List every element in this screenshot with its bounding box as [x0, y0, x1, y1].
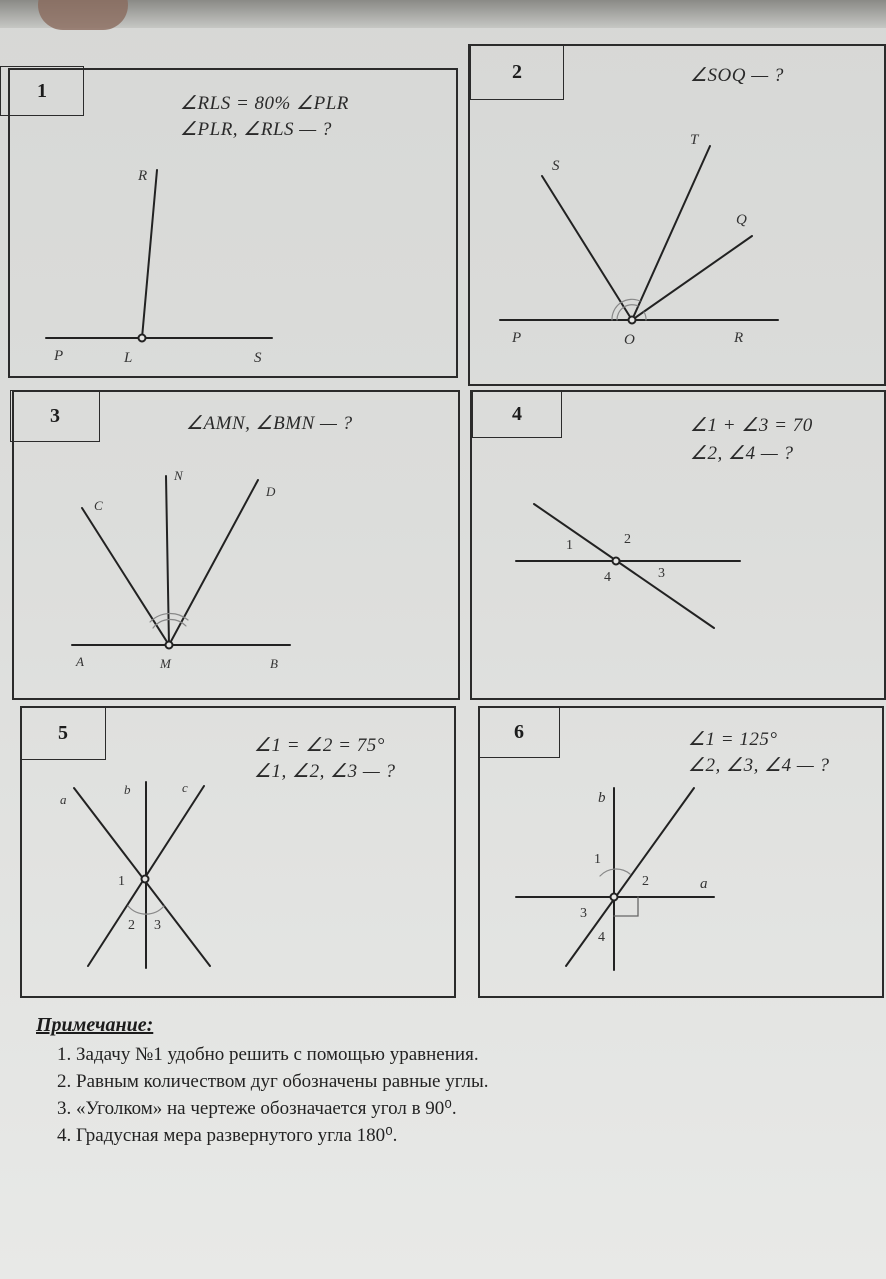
p4-angle-3: 3 — [658, 566, 665, 581]
problem-2-number: 2 — [470, 44, 564, 100]
problem-5-number: 5 — [20, 706, 106, 760]
p5-line-b: b — [124, 782, 131, 797]
p6-angle-2: 2 — [642, 874, 649, 889]
problem-5-figure — [74, 782, 210, 968]
p5-angle-1: 1 — [118, 874, 125, 889]
problem-1-condition-1: ∠RLS = 80% ∠PLR — [180, 93, 349, 114]
p2-label-q: Q — [736, 212, 747, 228]
p2-label-t: T — [690, 132, 699, 148]
problem-4-condition-2: ∠2, ∠4 — ? — [690, 443, 794, 464]
p6-angle-3: 3 — [580, 906, 587, 921]
p1-label-s: S — [254, 350, 262, 366]
problem-4-number: 4 — [472, 390, 562, 438]
p3-label-c: C — [94, 498, 103, 513]
p3-label-a: A — [76, 654, 84, 669]
p3-label-m: M — [160, 656, 171, 671]
p3-label-d: D — [266, 484, 276, 499]
problem-4-condition-1: ∠1 + ∠3 = 70 — [690, 415, 813, 436]
p5-line-a: a — [60, 792, 67, 807]
note-item: 3. «Уголком» на чертеже обозначается угол в 90⁰. — [76, 1095, 836, 1122]
problem-3-condition-1: ∠AMN, ∠BMN — ? — [186, 413, 353, 434]
p6-angle-1: 1 — [594, 852, 601, 867]
p6-line-a: a — [700, 876, 708, 892]
p4-angle-2: 2 — [624, 532, 631, 547]
note-section — [36, 1014, 836, 1149]
p4-angle-1: 1 — [566, 538, 573, 553]
note-list — [36, 1041, 836, 1149]
problem-1-condition-2: ∠PLR, ∠RLS — ? — [180, 119, 332, 140]
p6-line-b: b — [598, 790, 606, 806]
p1-label-l: L — [124, 350, 133, 366]
p1-label-r: R — [138, 168, 148, 184]
p2-label-p: P — [512, 330, 522, 346]
problem-4-figure — [516, 504, 740, 628]
p3-label-b: B — [270, 656, 278, 671]
p4-angle-4: 4 — [604, 570, 611, 585]
problem-6-number: 6 — [478, 706, 560, 758]
p5-line-c: c — [182, 780, 188, 795]
p2-label-s: S — [552, 158, 560, 174]
note-item: 4. Градусная мера развернутого угла 180⁰. — [76, 1122, 836, 1149]
problem-6-condition-2: ∠2, ∠3, ∠4 — ? — [688, 755, 830, 776]
problem-6-condition-1: ∠1 = 125° — [688, 729, 778, 750]
p2-label-o: O — [624, 332, 635, 348]
problem-6-figure — [516, 788, 714, 970]
problem-3-figure — [72, 476, 290, 649]
problem-1-figure — [46, 170, 272, 342]
p3-label-n: N — [174, 468, 183, 483]
p5-angle-2: 2 — [128, 918, 135, 933]
note-item: 2. Равным количеством дуг обозначены равные углы. — [76, 1068, 836, 1095]
problem-5-condition-1: ∠1 = ∠2 = 75° — [254, 735, 385, 756]
p6-angle-4: 4 — [598, 930, 605, 945]
problem-1-number: 1 — [0, 66, 84, 116]
problem-5-condition-2: ∠1, ∠2, ∠3 — ? — [254, 761, 396, 782]
note-title: Примечание: — [36, 1014, 154, 1036]
problem-2-figure — [500, 146, 778, 324]
note-item: 1. Задачу №1 удобно решить с помощью уравнения. — [76, 1041, 836, 1068]
problem-3-number: 3 — [10, 390, 100, 442]
problem-2-condition-1: ∠SOQ — ? — [690, 65, 784, 86]
p1-label-p: P — [54, 348, 64, 364]
p2-label-r: R — [734, 330, 744, 346]
p5-angle-3: 3 — [154, 918, 161, 933]
